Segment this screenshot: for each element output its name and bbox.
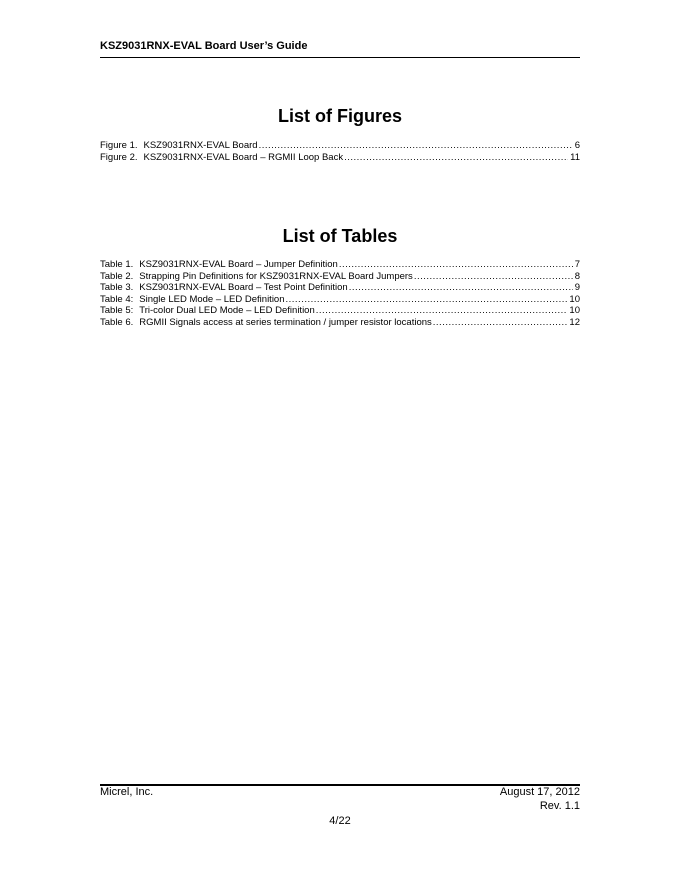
list-of-tables [100,259,580,328]
footer-date: August 17, 2012 [499,786,580,798]
figure-entry-number: Figure 2. [100,151,138,163]
dot-leader [344,152,568,164]
table-entry-title: Strapping Pin Definitions for KSZ9031RNX-EVAL Board Jumpers [139,270,413,282]
table-entry[interactable] [100,259,580,271]
table-entry-number: Table 5: [100,305,134,316]
table-entry-number: Table 4: [100,293,134,305]
table-entry-page: 8 [574,270,580,282]
table-entry-title: Tri-color Dual LED Mode – LED Definition [139,305,315,316]
list-of-figures-heading: List of Figures [277,106,402,126]
table-entry[interactable] [100,294,580,306]
table-entry-page: 10 [569,293,580,305]
dot-leader [349,282,573,294]
footer-company: Micrel, Inc. [100,786,154,798]
figure-entry-number: Figure 1. [100,140,138,151]
table-entry-number: Table 6. [100,316,134,328]
table-entry-title: KSZ9031RNX-EVAL Board – Jumper Definition [139,259,338,270]
figure-entry-title: KSZ9031RNX-EVAL Board [143,140,258,151]
page-number: 4/22 [329,815,351,827]
dot-leader [339,259,573,271]
table-entry[interactable] [100,317,580,329]
figure-entry-page: 6 [574,140,580,151]
dot-leader [433,317,568,329]
running-header-title: KSZ9031RNX-EVAL Board User’s Guide [100,40,308,52]
table-entry[interactable] [100,305,580,317]
dot-leader [414,271,573,283]
header-divider [100,57,580,58]
table-entry-title: KSZ9031RNX-EVAL Board – Test Point Definition [139,282,348,293]
list-of-figures [100,140,580,163]
figure-entry[interactable] [100,140,580,152]
footer-revision: Rev. 1.1 [539,800,580,812]
table-entry-page: 7 [574,259,580,270]
figure-entry[interactable] [100,152,580,164]
table-entry-page: 9 [574,282,580,293]
table-entry-number: Table 2. [100,270,134,282]
figure-entry-title: KSZ9031RNX-EVAL Board – RGMII Loop Back [143,151,344,163]
dot-leader [316,305,568,317]
list-of-tables-heading: List of Tables [282,226,398,246]
table-entry[interactable] [100,282,580,294]
table-entry-page: 10 [569,305,580,316]
table-entry-number: Table 1. [100,259,134,270]
dot-leader [259,140,573,152]
figure-entry-page: 11 [570,151,580,163]
table-entry-title: RGMII Signals access at series termination / jumper resistor locations [139,316,432,328]
dot-leader [286,294,568,306]
table-entry-number: Table 3. [100,282,134,293]
table-entry-title: Single LED Mode – LED Definition [139,293,285,305]
table-entry-page: 12 [569,316,580,328]
table-entry[interactable] [100,271,580,283]
